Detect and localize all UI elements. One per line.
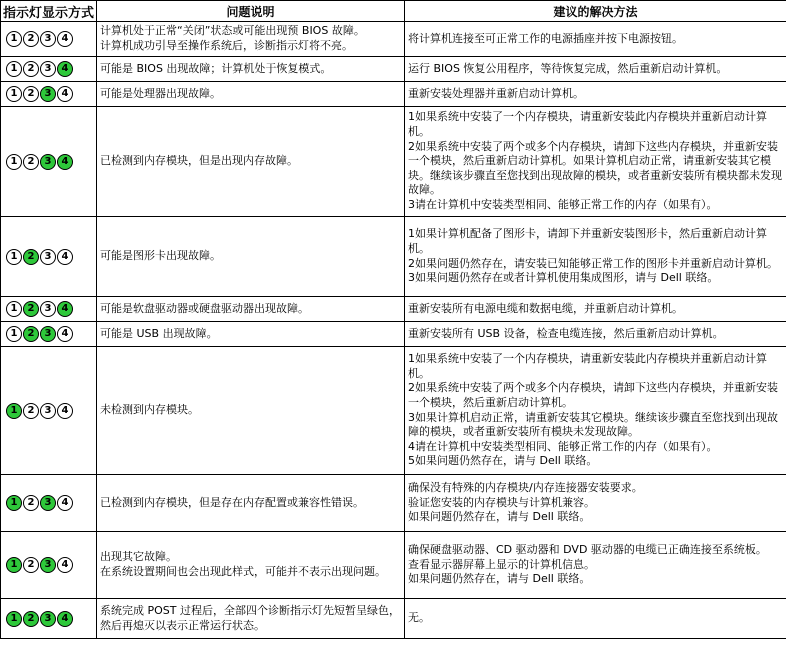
table-header-row [1,1,786,22]
table-body [1,22,786,639]
problem-description-text: 可能是图形卡出现故障。 [100,249,221,263]
problem-description-cell [97,107,405,217]
light-pattern-cell [1,532,97,599]
indicator-light-off-icon: 3 [40,249,56,265]
light-pattern-cell [1,475,97,532]
indicator-light-on-icon: 3 [40,557,56,573]
suggested-resolution-text: 查看显示器屏幕上显示的计算机信息。 [408,557,595,571]
indicator-light-off-icon: 3 [40,403,56,419]
light-pattern-cell [1,82,97,107]
indicator-light-off-icon: 2 [23,61,39,77]
problem-description-text: 系统完成 POST 过程后，全部四个诊断指示灯先短暂呈绿色，然后再熄灭以表示正常运行状态。 [100,603,400,632]
indicator-light-off-icon: 4 [57,249,73,265]
problem-description-text: 计算机处于正常“关闭”状态或可能出现预 BIOS 故障。 [100,24,365,38]
indicator-light-on-icon: 3 [40,611,56,627]
indicator-light-off-icon: 1 [6,61,22,77]
suggested-resolution-text: 确保没有特殊的内存模块/内存连接器安装要求。 [408,481,643,495]
indicator-light-off-icon: 4 [57,403,73,419]
suggested-resolution-text: 确保硬盘驱动器、CD 驱动器和 DVD 驱动器的电缆已正确连接至系统板。 [408,543,767,557]
indicator-light-off-icon: 3 [40,61,56,77]
indicator-light-on-icon: 3 [40,154,56,170]
indicator-light-on-icon: 2 [23,301,39,317]
header-suggested-resolution: 建议的解决方法 [405,1,786,22]
light-pattern-cell [1,217,97,297]
table-row [1,475,786,532]
indicator-light-on-icon: 1 [6,403,22,419]
problem-description-text: 在系统设置期间也会出现此样式，可能并不表示出现问题。 [100,565,386,578]
light-pattern-cell [1,22,97,57]
suggested-resolution-text: 5如果问题仍然存在，请与 Dell 联络。 [408,454,598,468]
indicator-light-off-icon: 4 [57,557,73,573]
indicator-light-off-icon: 1 [6,326,22,342]
table-row [1,22,786,57]
problem-description-cell [97,532,405,599]
suggested-resolution-text: 3请在计算机中安装类型相同、能够正常工作的内存（如果有）。 [408,197,718,211]
light-pattern-cell [1,57,97,82]
indicator-light-off-icon: 3 [40,301,56,317]
indicator-light-on-icon: 2 [23,326,39,342]
indicator-light-off-icon: 2 [23,154,39,170]
suggested-resolution-text: 重新安装所有 USB 设备，检查电缆连接，然后重新启动计算机。 [408,326,724,340]
problem-description-text: 未检测到内存模块。 [100,403,199,417]
indicator-light-on-icon: 3 [40,495,56,511]
suggested-resolution-text: 1如果计算机配备了图形卡，请卸下并重新安装图形卡，然后重新启动计算机。 [408,227,767,255]
indicator-light-off-icon: 1 [6,301,22,317]
problem-description-cell [97,57,405,82]
table-row [1,347,786,475]
indicator-light-off-icon: 3 [40,31,56,47]
suggested-resolution-text: 2如果系统中安装了两个或多个内存模块，请卸下这些内存模块，并重新安装一个模块，然后重新启动计算机。 [408,381,778,409]
table-row [1,107,786,217]
problem-description-text: 已检测到内存模块，但是存在内存配置或兼容性错误。 [100,495,364,509]
indicator-light-on-icon: 3 [40,86,56,102]
suggested-resolution-text: 1如果系统中安装了一个内存模块，请重新安装此内存模块并重新启动计算机。 [408,110,767,139]
problem-description-text: 可能是 USB 出现故障。 [100,326,218,340]
indicator-light-on-icon: 4 [57,611,73,627]
suggested-resolution-text: 3如果问题仍然存在或者计算机使用集成图形，请与 Dell 联络。 [408,271,719,285]
indicator-light-off-icon: 4 [57,495,73,511]
indicator-light-off-icon: 4 [57,326,73,342]
suggested-resolution-text: 如果问题仍然存在，请与 Dell 联络。 [408,510,591,524]
suggested-resolution-text: 验证您安装的内存模块与计算机兼容。 [408,495,595,509]
light-pattern-cell [1,599,97,639]
problem-description-cell [97,475,405,532]
indicator-light-off-icon: 1 [6,249,22,265]
problem-description-cell [97,22,405,57]
header-light-pattern: 指示灯显示方式 [1,1,97,22]
suggested-resolution-cell [405,82,786,107]
suggested-resolution-text: 3如果计算机启动正常，请重新安装其它模块。继续该步骤直至您找到出现故障的模块，或者重新安装所有模块未发现故障。 [408,410,778,439]
indicator-light-off-icon: 2 [23,31,39,47]
indicator-light-off-icon: 2 [23,495,39,511]
suggested-resolution-text: 2如果系统中安装了两个或多个内存模块，请卸下这些内存模块，并重新安装一个模块，然后重新启动计算机。如果计算机启动正常，请重新安装其它模块。继续该步骤直至您找到出现故障的模块，或者重新安装所有模块都未发现故障。 [408,139,782,197]
indicator-light-off-icon: 1 [6,86,22,102]
indicator-light-off-icon: 4 [57,86,73,102]
light-pattern-cell [1,107,97,217]
indicator-light-off-icon: 1 [6,154,22,170]
indicator-light-off-icon: 2 [23,86,39,102]
problem-description-text: 可能是处理器出现故障。 [100,86,221,100]
suggested-resolution-text: 重新安装处理器并重新启动计算机。 [408,86,584,100]
suggested-resolution-cell [405,297,786,322]
problem-description-text: 已检测到内存模块，但是出现内存故障。 [100,154,298,168]
suggested-resolution-cell [405,217,786,297]
suggested-resolution-cell [405,532,786,599]
indicator-light-off-icon: 2 [23,557,39,573]
problem-description-cell [97,82,405,107]
suggested-resolution-text: 无。 [408,611,430,625]
problem-description-cell [97,297,405,322]
problem-description-cell [97,599,405,639]
table-row [1,217,786,297]
indicator-light-on-icon: 1 [6,557,22,573]
suggested-resolution-cell [405,475,786,532]
problem-description-cell [97,322,405,347]
indicator-light-on-icon: 4 [57,61,73,77]
indicator-light-on-icon: 1 [6,611,22,627]
indicator-light-on-icon: 2 [23,249,39,265]
suggested-resolution-cell [405,347,786,475]
problem-description-cell [97,347,405,475]
suggested-resolution-cell [405,107,786,217]
problem-description-text: 可能是软盘驱动器或硬盘驱动器出现故障。 [100,301,309,315]
light-pattern-cell [1,347,97,475]
problem-description-cell [97,217,405,297]
suggested-resolution-cell [405,322,786,347]
indicator-light-on-icon: 3 [40,326,56,342]
table-row [1,599,786,639]
suggested-resolution-text: 重新安装所有电源电缆和数据电缆，并重新启动计算机。 [408,301,683,315]
indicator-light-off-icon: 2 [23,403,39,419]
indicator-light-off-icon: 1 [6,31,22,47]
light-pattern-cell [1,322,97,347]
suggested-resolution-text: 2如果问题仍然存在，请安装已知能够正常工作的图形卡并重新启动计算机。 [408,256,778,270]
header-problem-description: 问题说明 [97,1,405,22]
problem-description-text: 可能是 BIOS 出现故障；计算机处于恢复模式。 [100,61,332,75]
table-row [1,532,786,599]
indicator-light-off-icon: 4 [57,31,73,47]
table-row [1,57,786,82]
indicator-light-on-icon: 1 [6,495,22,511]
suggested-resolution-cell [405,57,786,82]
suggested-resolution-cell [405,599,786,639]
suggested-resolution-text: 将计算机连接至可正常工作的电源插座并按下电源按钮。 [408,31,683,45]
suggested-resolution-text: 如果问题仍然存在，请与 Dell 联络。 [408,572,591,586]
suggested-resolution-cell [405,22,786,57]
light-pattern-cell [1,297,97,322]
indicator-light-on-icon: 2 [23,611,39,627]
table-row [1,297,786,322]
indicator-light-on-icon: 4 [57,301,73,317]
suggested-resolution-text: 1如果系统中安装了一个内存模块，请重新安装此内存模块并重新启动计算机。 [408,352,767,380]
table-row [1,82,786,107]
suggested-resolution-text: 4请在计算机中安装类型相同、能够正常工作的内存（如果有）。 [408,439,718,453]
table-row [1,322,786,347]
problem-description-text: 计算机成功引导至操作系统后，诊断指示灯将不亮。 [100,39,353,52]
indicator-light-on-icon: 4 [57,154,73,170]
problem-description-text: 出现其它故障。 [100,550,177,564]
suggested-resolution-text: 运行 BIOS 恢复公用程序，等待恢复完成，然后重新启动计算机。 [408,61,728,75]
